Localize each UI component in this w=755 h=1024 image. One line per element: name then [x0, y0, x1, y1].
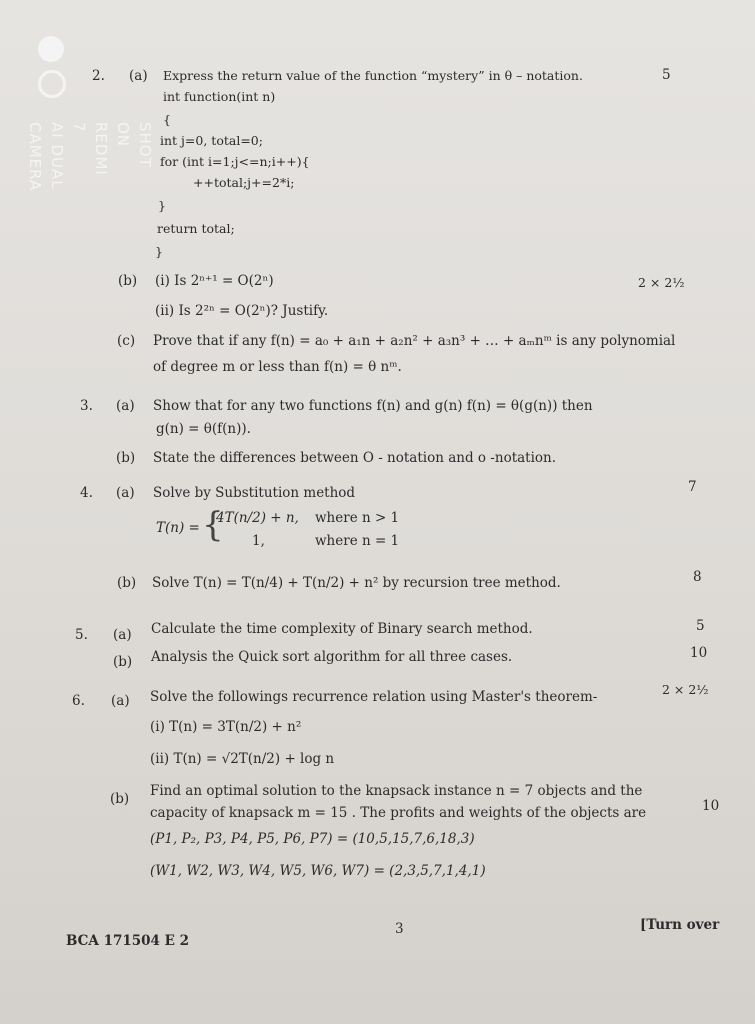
q5b-text: Analysis the Quick sort algorithm for all three cases. [151, 649, 513, 665]
q2b-ii: (ii) Is 2²ⁿ = O(2ⁿ)? Justify. [155, 303, 329, 319]
q2b-i: (i) Is 2ⁿ⁺¹ = O(2ⁿ) [155, 273, 274, 289]
q4a-marks: 7 [688, 479, 697, 495]
q3b-text: State the differences between O - notation and o -notation. [153, 450, 557, 466]
watermark-ring-icon [38, 70, 66, 98]
q4a-label: (a) [116, 485, 135, 501]
q6a-label: (a) [111, 693, 130, 709]
q2c-label: (c) [117, 333, 136, 349]
q2-number: 2. [92, 68, 105, 84]
q2a-marks: 5 [662, 67, 671, 83]
recurrence-case1: 4T(n/2) + n, [216, 510, 299, 526]
q3-number: 3. [80, 398, 93, 414]
q5b-marks: 10 [690, 645, 708, 661]
q3a-label: (a) [116, 398, 135, 414]
q4a-text: Solve by Substitution method [153, 485, 356, 501]
watermark-text: SHOT ON REDMI 7 AI DUAL CAMERA [26, 122, 154, 192]
brace-icon: { [202, 505, 224, 545]
recurrence-cond1: where n > 1 [315, 510, 400, 526]
recurrence-cond2: where n = 1 [315, 533, 400, 549]
code-line: return total; [157, 221, 235, 236]
q2a-text: Express the return value of the function “mystery” in θ – notation. [163, 68, 583, 83]
q2a-label: (a) [129, 68, 148, 84]
code-line: } [158, 198, 166, 213]
q6b-weights: (W1, W2, W3, W4, W5, W6, W7) = (2,3,5,7,1,4,1) [150, 863, 486, 879]
q3a-text-line2: g(n) = θ(f(n)). [156, 421, 251, 437]
q6b-label: (b) [110, 791, 130, 807]
turn-over: [Turn over [640, 917, 720, 933]
q3b-label: (b) [116, 450, 136, 466]
q4-number: 4. [80, 485, 93, 501]
q5a-label: (a) [113, 627, 132, 643]
q2b-label: (b) [118, 273, 138, 289]
q2c-text-line1: Prove that if any f(n) = a₀ + a₁n + a₂n² + a₃n³ + … + aₘnᵐ is any polynomial [153, 333, 676, 349]
q3a-text-line1: Show that for any two functions f(n) and g(n) f(n) = θ(g(n)) then [153, 398, 593, 414]
code-line: int j=0, total=0; [160, 133, 263, 148]
q2c-text-line2: of degree m or less than f(n) = θ nᵐ. [153, 359, 402, 375]
code-line: { [163, 112, 171, 127]
paper-code: BCA 171504 E 2 [66, 933, 190, 949]
q6b-profits: (P1, P₂, P3, P4, P5, P6, P7) = (10,5,15,7,6,18,3) [150, 831, 475, 847]
q5-number: 5. [75, 627, 88, 643]
q6b-marks: 10 [702, 798, 720, 814]
q4b-label: (b) [117, 575, 137, 591]
page-number: 3 [395, 921, 404, 937]
q4b-text: Solve T(n) = T(n/4) + T(n/2) + n² by recursion tree method. [152, 575, 561, 591]
code-line: ++total;j+=2*i; [193, 175, 295, 190]
q6a-text: Solve the followings recurrence relation using Master's theorem- [150, 689, 598, 705]
code-line: int function(int n) [163, 89, 276, 104]
q5a-marks: 5 [696, 618, 705, 634]
q5a-text: Calculate the time complexity of Binary search method. [151, 621, 533, 637]
recurrence-case2: 1, [252, 533, 265, 549]
q4b-marks: 8 [693, 569, 702, 585]
q6a-ii: (ii) T(n) = √2T(n/2) + log n [150, 751, 335, 767]
recurrence-lhs: T(n) = [156, 520, 200, 536]
q6-number: 6. [72, 693, 85, 709]
code-line: for (int i=1;j<=n;i++){ [160, 154, 310, 169]
q5b-label: (b) [113, 654, 133, 670]
q6a-marks: 2 × 2½ [662, 682, 709, 697]
code-line: } [155, 244, 163, 259]
watermark-dot-icon [38, 36, 64, 62]
q6b-text-line2: capacity of knapsack m = 15 . The profits and weights of the objects are [150, 805, 647, 821]
q6a-i: (i) T(n) = 3T(n/2) + n² [150, 719, 302, 735]
q6b-text-line1: Find an optimal solution to the knapsack instance n = 7 objects and the [150, 783, 643, 799]
q2b-marks: 2 × 2½ [638, 275, 685, 290]
